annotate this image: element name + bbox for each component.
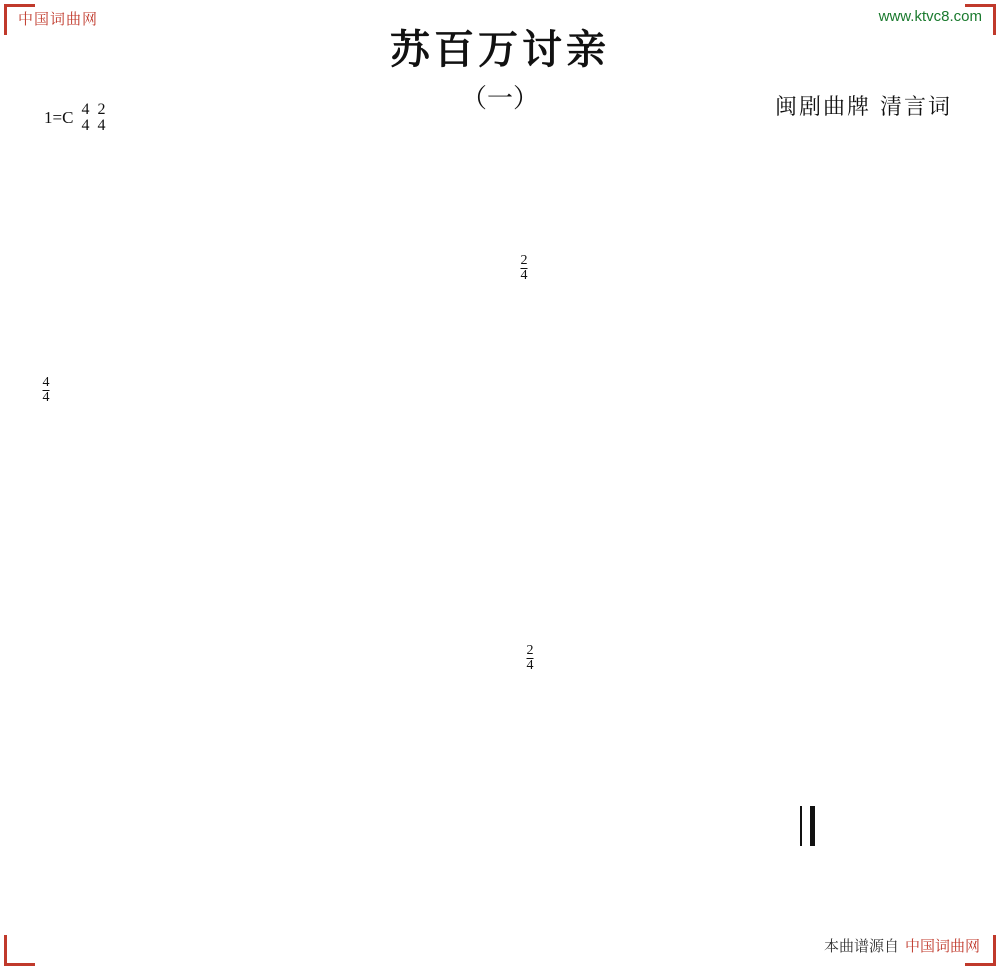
- watermark-left: 中国词曲网: [18, 10, 99, 28]
- footer-site: 中国词曲网: [904, 937, 980, 955]
- time-signature-numerator: 4: [42, 375, 50, 390]
- watermark-right: www.ktvc8.com: [878, 8, 982, 25]
- footer-credit: [824, 935, 980, 956]
- page-title: 苏百万讨亲: [390, 26, 610, 73]
- time-signature-numerator: 2: [97, 101, 106, 118]
- staff-row: [0, 152, 1000, 264]
- key-and-time-signature: [44, 102, 105, 135]
- notation-line: [0, 253, 1000, 330]
- time-signature-denominator: 4: [97, 117, 106, 135]
- staff-row: [0, 643, 1000, 772]
- final-barline-thin: [800, 806, 802, 846]
- lyrics-line: [0, 586, 1000, 626]
- inline-time-signature: [43, 376, 50, 405]
- inline-time-signature: [527, 644, 534, 673]
- time-signature-denominator: 4: [526, 658, 534, 673]
- key-label: 1=C: [44, 108, 74, 128]
- time-signature-2-4: [97, 102, 105, 135]
- lyrics-line: [0, 454, 1000, 494]
- time-signature-denominator: 4: [520, 268, 528, 283]
- footer-text: 本曲谱源自: [823, 937, 899, 955]
- notation-line: [0, 530, 1000, 588]
- notation-line: [0, 152, 1000, 210]
- time-signature-4-4: [81, 102, 89, 135]
- time-signature-numerator: 4: [81, 101, 90, 118]
- staff-row: [0, 375, 1000, 510]
- time-signature-denominator: 4: [81, 117, 90, 135]
- time-signature-numerator: 2: [526, 643, 534, 658]
- final-barline-thick: [810, 806, 815, 846]
- lyrics-line: [0, 208, 1000, 248]
- inline-time-signature: [521, 254, 528, 283]
- staff-row: [0, 530, 1000, 642]
- staff-row: [0, 253, 1000, 384]
- notation-line: [0, 375, 1000, 456]
- credit-line: 闽剧曲牌 清言词: [775, 95, 952, 120]
- notation-line: [0, 790, 1000, 848]
- lyrics-line: [0, 328, 1000, 368]
- time-signature-numerator: 2: [520, 253, 528, 268]
- lyrics-line: [0, 846, 1000, 886]
- staff-row: [0, 790, 1000, 902]
- corner-ornament-bottom-left: [4, 935, 35, 966]
- notation-line: [0, 643, 1000, 718]
- page-subtitle: （一）: [460, 84, 539, 114]
- time-signature-denominator: 4: [42, 390, 50, 405]
- lyrics-line: [0, 716, 1000, 756]
